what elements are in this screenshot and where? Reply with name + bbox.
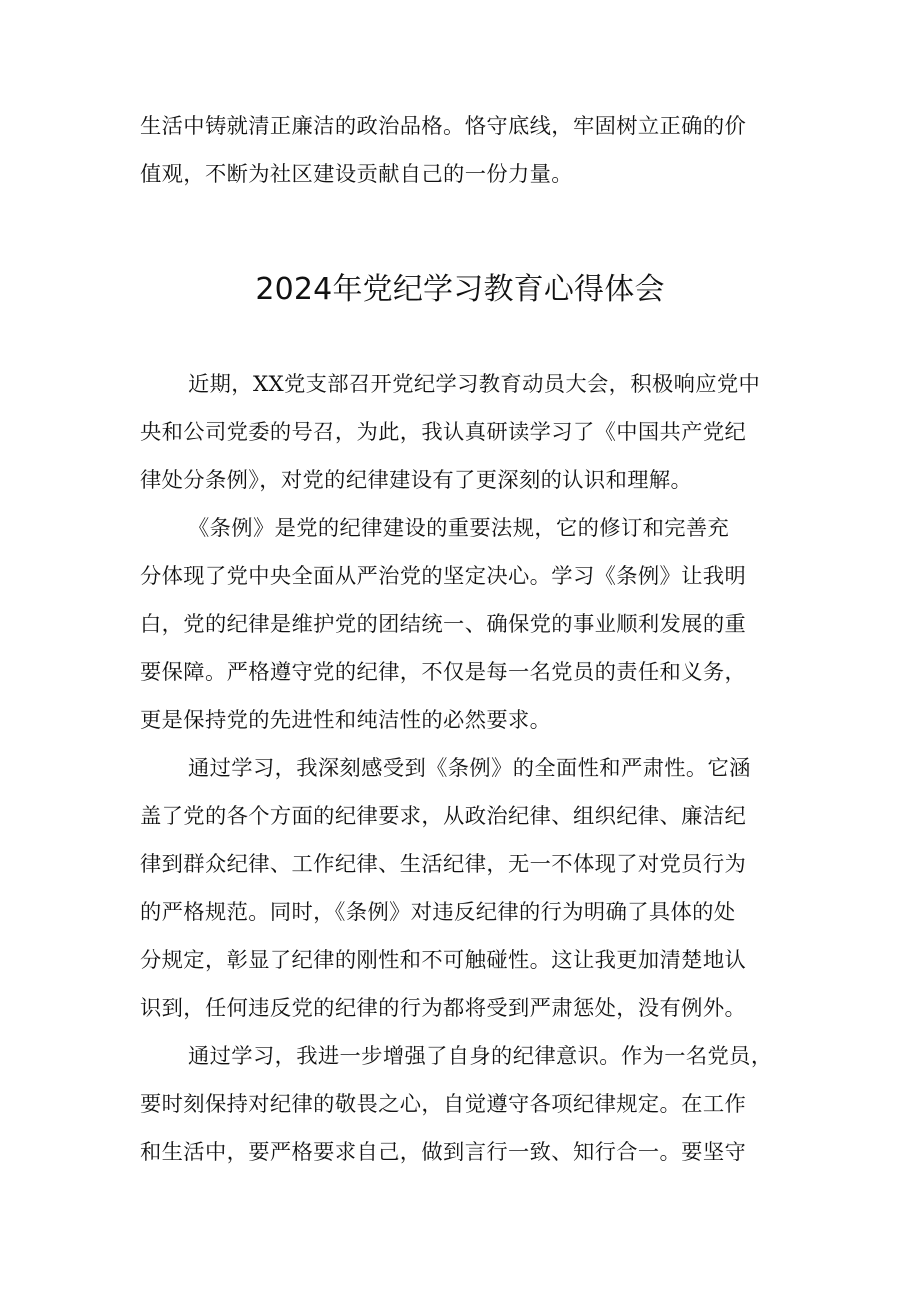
text-line: 值观，不断为社区建设贡献自己的一份力量。 <box>140 162 573 187</box>
text-line: 《条例》是党的纪律建设的重要法规，它的修订和完善充 <box>188 516 730 541</box>
text-line: 生活中铸就清正廉洁的政治品格。恪守底线，牢固树立正确的价 <box>140 114 747 139</box>
text-line: 通过学习，我深刻感受到《条例》的全面性和严肃性。它涵 <box>188 756 751 781</box>
text-line: 分体现了党中央全面从严治党的坚定决心。学习《条例》让我明 <box>140 564 747 589</box>
text-line: 要保障。严格遵守党的纪律，不仅是每一名党员的责任和义务， <box>140 660 747 685</box>
text-line: 白，党的纪律是维护党的团结统一、确保党的事业顺利发展的重 <box>140 612 747 637</box>
text-line: 通过学习，我进一步增强了自身的纪律意识。作为一名党员， <box>188 1044 773 1069</box>
text-line: 律到群众纪律、工作纪律、生活纪律，无一不体现了对党员行为 <box>140 852 747 877</box>
text-line: 的严格规范。同时，《条例》对违反纪律的行为明确了具体的处 <box>140 900 736 925</box>
text-line: 分规定，彰显了纪律的刚性和不可触碰性。这让我更加清楚地认 <box>140 948 747 973</box>
text-line: 更是保持党的先进性和纯洁性的必然要求。 <box>140 708 552 733</box>
text-line: 央和公司党委的号召，为此，我认真研读学习了《中国共产党纪 <box>140 420 747 445</box>
text-line: 律处分条例》，对党的纪律建设有了更深刻的认识和理解。 <box>140 468 693 493</box>
text-line: 和生活中，要严格要求自己，做到言行一致、知行合一。要坚守 <box>140 1140 747 1165</box>
text-line: 要时刻保持对纪律的敬畏之心，自觉遵守各项纪律规定。在工作 <box>140 1092 747 1117</box>
text-line: 近期，XX党支部召开党纪学习教育动员大会，积极响应党中 <box>188 372 761 397</box>
document-title: 2024年党纪学习教育心得体会 <box>255 272 665 307</box>
text-line: 识到，任何违反党的纪律的行为都将受到严肃惩处，没有例外。 <box>140 996 747 1021</box>
text-line: 盖了党的各个方面的纪律要求，从政治纪律、组织纪律、廉洁纪 <box>140 804 747 829</box>
